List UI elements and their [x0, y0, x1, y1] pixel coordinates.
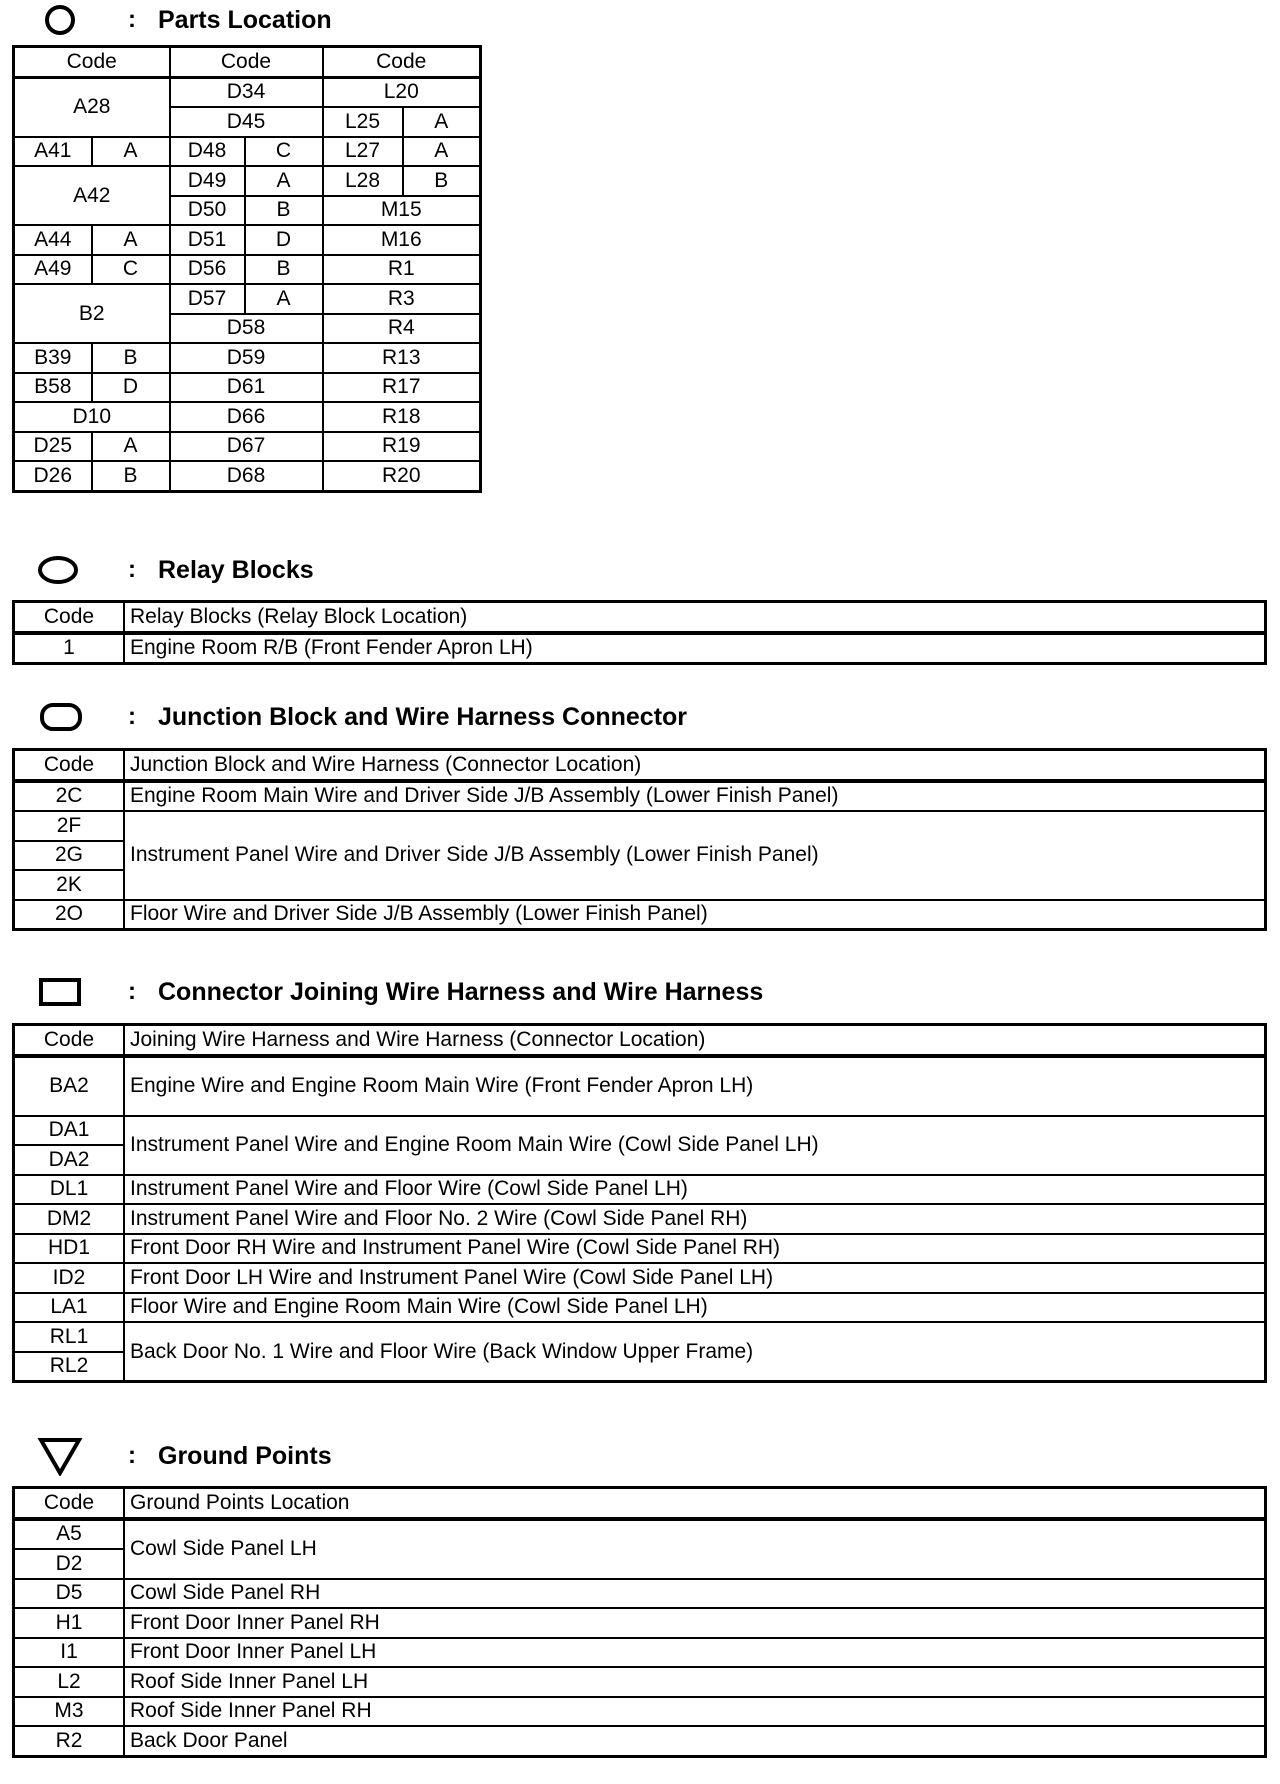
location-cell: Front Door Inner Panel LH — [124, 1638, 1266, 1668]
header-cell: Code — [323, 47, 481, 78]
location-cell: Engine Wire and Engine Room Main Wire (Front Fender Apron LH) — [124, 1056, 1266, 1116]
code-cell: 2K — [14, 870, 125, 900]
code-cell: D48 — [170, 137, 245, 167]
code-cell: R4 — [323, 314, 481, 344]
code-cell: D49 — [170, 166, 245, 196]
table-row — [14, 1726, 1266, 1756]
code-cell: M15 — [323, 196, 481, 226]
location-cell: Instrument Panel Wire and Floor No. 2 Wire (Cowl Side Panel RH) — [124, 1204, 1266, 1234]
code-cell: 1 — [14, 633, 125, 664]
location-cell: Cowl Side Panel RH — [124, 1579, 1266, 1609]
table-row — [14, 225, 481, 255]
location-cell: Cowl Side Panel LH — [124, 1519, 1266, 1579]
code-cell: BA2 — [14, 1056, 125, 1116]
code-cell: A49 — [14, 255, 92, 285]
code-cell: 2G — [14, 841, 125, 871]
code-cell: D56 — [170, 255, 245, 285]
down-triangle-symbol-icon — [36, 1436, 84, 1476]
table-row — [14, 432, 481, 462]
code-cell: I1 — [14, 1638, 125, 1668]
table-row — [14, 1175, 1266, 1205]
location-cell: Instrument Panel Wire and Floor Wire (Cowl Side Panel LH) — [124, 1175, 1266, 1205]
code-cell: 2F — [14, 811, 125, 841]
location-cell: B — [403, 166, 481, 196]
code-cell: D66 — [170, 402, 323, 432]
location-cell: A — [92, 225, 170, 255]
code-cell: D50 — [170, 196, 245, 226]
wide-oval-symbol-icon — [36, 550, 84, 590]
table-row — [14, 1697, 1266, 1727]
parts-location-title: Parts Location — [158, 5, 332, 34]
code-cell: R13 — [323, 343, 481, 373]
table-row — [14, 1322, 1266, 1352]
code-cell: B39 — [14, 343, 92, 373]
code-cell: D51 — [170, 225, 245, 255]
code-cell: L2 — [14, 1667, 125, 1697]
table-row — [14, 1263, 1266, 1293]
table-row — [14, 1056, 1266, 1116]
header-cell: Code — [14, 47, 170, 78]
location-cell: Roof Side Inner Panel RH — [124, 1697, 1266, 1727]
code-cell: L25 — [323, 107, 403, 137]
heading-colon: : — [128, 556, 136, 583]
relay-blocks-title: Relay Blocks — [158, 555, 314, 584]
location-cell: Floor Wire and Engine Room Main Wire (Cowl Side Panel LH) — [124, 1293, 1266, 1323]
location-cell: Instrument Panel Wire and Engine Room Main Wire (Cowl Side Panel LH) — [124, 1116, 1266, 1175]
code-cell: R1 — [323, 255, 481, 285]
code-cell: LA1 — [14, 1293, 125, 1323]
location-cell: A — [403, 107, 481, 137]
location-cell: A — [245, 166, 323, 196]
table-row — [14, 77, 481, 107]
table-header-row — [14, 602, 1266, 633]
code-cell: DM2 — [14, 1204, 125, 1234]
code-cell: D2 — [14, 1549, 125, 1579]
location-cell: Front Door Inner Panel RH — [124, 1608, 1266, 1638]
header-cell: Code — [14, 750, 125, 781]
location-cell: A — [92, 137, 170, 167]
location-cell: Front Door RH Wire and Instrument Panel Wire (Cowl Side Panel RH) — [124, 1234, 1266, 1264]
parts-location-heading — [36, 0, 332, 40]
table-row — [14, 1667, 1266, 1697]
code-cell: R18 — [323, 402, 481, 432]
location-cell: B — [245, 255, 323, 285]
header-cell: Junction Block and Wire Harness (Connector Location) — [124, 750, 1266, 781]
table-row — [14, 402, 481, 432]
code-cell: R3 — [323, 284, 481, 314]
location-cell: B — [92, 461, 170, 491]
location-cell: Front Door LH Wire and Instrument Panel Wire (Cowl Side Panel LH) — [124, 1263, 1266, 1293]
code-cell: D68 — [170, 461, 323, 491]
table-row — [14, 1638, 1266, 1668]
code-cell: RL1 — [14, 1322, 125, 1352]
table-row — [14, 633, 1266, 664]
location-cell: Roof Side Inner Panel LH — [124, 1667, 1266, 1697]
table-row — [14, 284, 481, 314]
location-cell: D — [92, 373, 170, 403]
table-row — [14, 1234, 1266, 1264]
header-cell: Code — [14, 1488, 125, 1519]
code-cell: R20 — [323, 461, 481, 491]
code-cell: D26 — [14, 461, 92, 491]
relay-blocks-table — [12, 600, 1267, 665]
ground-points-title: Ground Points — [158, 1441, 332, 1470]
ground-points-table — [12, 1486, 1267, 1758]
code-cell: H1 — [14, 1608, 125, 1638]
location-cell: Back Door Panel — [124, 1726, 1266, 1756]
code-cell: A44 — [14, 225, 92, 255]
code-cell: R19 — [323, 432, 481, 462]
code-cell: L20 — [323, 77, 481, 107]
code-cell: D45 — [170, 107, 323, 137]
table-row — [14, 1519, 1266, 1550]
code-cell: A5 — [14, 1519, 125, 1550]
table-row — [14, 373, 481, 403]
header-cell: Joining Wire Harness and Wire Harness (Connector Location) — [124, 1025, 1266, 1056]
heading-colon: : — [128, 1442, 136, 1469]
location-cell: D — [245, 225, 323, 255]
connector-joining-table — [12, 1023, 1267, 1383]
table-row — [14, 137, 481, 167]
code-cell: DA1 — [14, 1116, 125, 1146]
table-row — [14, 166, 481, 196]
heading-colon: : — [128, 703, 136, 730]
rectangle-symbol-icon — [36, 972, 84, 1012]
code-cell: D10 — [14, 402, 170, 432]
header-cell: Code — [14, 602, 125, 633]
table-row — [14, 1293, 1266, 1323]
location-cell: B — [245, 196, 323, 226]
code-cell: R17 — [323, 373, 481, 403]
connector-joining-heading — [36, 972, 763, 1012]
table-row — [14, 811, 1266, 841]
location-cell: C — [245, 137, 323, 167]
code-cell: 2O — [14, 900, 125, 930]
location-cell: Engine Room Main Wire and Driver Side J/B Assembly (Lower Finish Panel) — [124, 781, 1266, 812]
header-cell: Code — [170, 47, 323, 78]
connector-joining-title: Connector Joining Wire Harness and Wire Harness — [158, 977, 764, 1006]
code-cell: RL2 — [14, 1352, 125, 1382]
table-header-row — [14, 1025, 1266, 1056]
table-header-row — [14, 1488, 1266, 1519]
location-cell: C — [92, 255, 170, 285]
ground-points-heading — [36, 1436, 332, 1476]
table-row — [14, 1608, 1266, 1638]
junction-block-title: Junction Block and Wire Harness Connector — [158, 702, 688, 731]
location-cell: Back Door No. 1 Wire and Floor Wire (Back Window Upper Frame) — [124, 1322, 1266, 1382]
header-cell: Ground Points Location — [124, 1488, 1266, 1519]
heading-colon: : — [128, 6, 136, 33]
code-cell: D61 — [170, 373, 323, 403]
code-cell: B2 — [14, 284, 170, 343]
code-cell: D57 — [170, 284, 245, 314]
code-cell: 2C — [14, 781, 125, 812]
code-cell: M3 — [14, 1697, 125, 1727]
table-header-row — [14, 47, 481, 78]
relay-blocks-heading — [36, 550, 314, 590]
table-row — [14, 781, 1266, 812]
code-cell: A42 — [14, 166, 170, 225]
code-cell: HD1 — [14, 1234, 125, 1264]
table-row — [14, 1579, 1266, 1609]
junction-block-heading — [36, 697, 687, 737]
code-cell: B58 — [14, 373, 92, 403]
table-row — [14, 255, 481, 285]
table-row — [14, 343, 481, 373]
rounded-rect-symbol-icon — [36, 697, 84, 737]
code-cell: D25 — [14, 432, 92, 462]
location-cell: A — [92, 432, 170, 462]
code-cell: D59 — [170, 343, 323, 373]
header-cell: Code — [14, 1025, 125, 1056]
code-cell: D5 — [14, 1579, 125, 1609]
table-row — [14, 1204, 1266, 1234]
code-cell: D67 — [170, 432, 323, 462]
parts-location-table — [12, 45, 482, 493]
code-cell: A28 — [14, 77, 170, 137]
code-cell: D34 — [170, 77, 323, 107]
code-cell: R2 — [14, 1726, 125, 1756]
code-cell: A41 — [14, 137, 92, 167]
header-cell: Relay Blocks (Relay Block Location) — [124, 602, 1266, 633]
location-cell: A — [245, 284, 323, 314]
location-cell: Floor Wire and Driver Side J/B Assembly (Lower Finish Panel) — [124, 900, 1266, 930]
code-cell: DA2 — [14, 1145, 125, 1175]
code-cell: D58 — [170, 314, 323, 344]
location-cell: A — [403, 137, 481, 167]
table-row — [14, 1116, 1266, 1146]
circle-symbol-icon — [36, 0, 84, 40]
junction-block-table — [12, 748, 1267, 931]
location-cell: Engine Room R/B (Front Fender Apron LH) — [124, 633, 1266, 664]
table-row — [14, 900, 1266, 930]
table-header-row — [14, 750, 1266, 781]
heading-colon: : — [128, 978, 136, 1005]
code-cell: ID2 — [14, 1263, 125, 1293]
code-cell: L27 — [323, 137, 403, 167]
code-cell: L28 — [323, 166, 403, 196]
location-cell: Instrument Panel Wire and Driver Side J/B Assembly (Lower Finish Panel) — [124, 811, 1266, 900]
code-cell: DL1 — [14, 1175, 125, 1205]
table-row — [14, 461, 481, 491]
location-cell: B — [92, 343, 170, 373]
code-cell: M16 — [323, 225, 481, 255]
